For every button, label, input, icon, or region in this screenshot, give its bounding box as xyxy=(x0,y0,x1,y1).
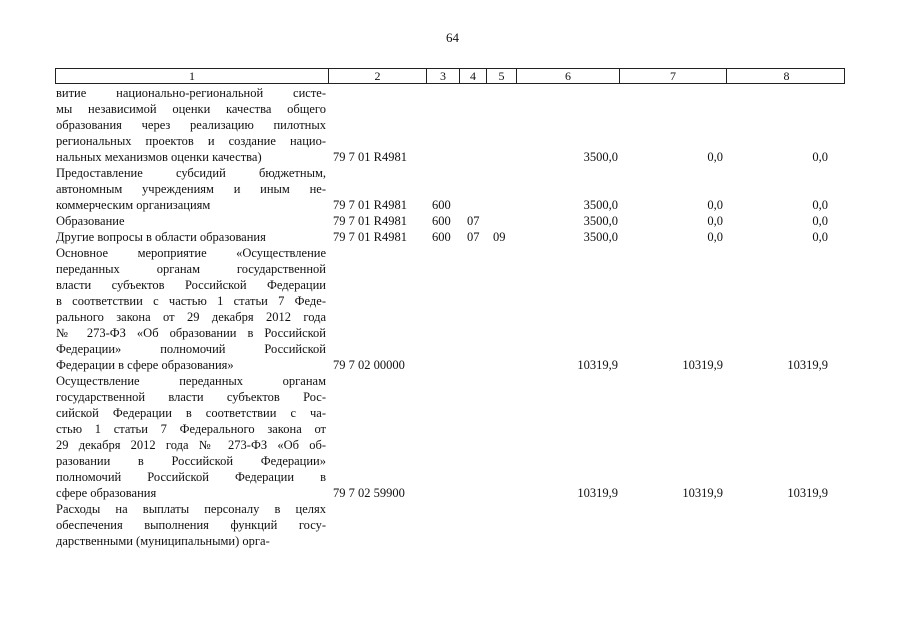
row-description-line: Предоставление субсидий бюджетным, xyxy=(56,166,326,180)
row-value-col6: 3500,0 xyxy=(583,230,618,244)
row-pr: 09 xyxy=(493,230,506,244)
row-value-col8: 0,0 xyxy=(812,198,828,212)
row-description-line: разовании в Российской Федерации» xyxy=(56,454,326,468)
row-rz: 07 xyxy=(467,214,480,228)
row-vr: 600 xyxy=(432,230,451,244)
row-description-line: власти субъектов Российской Федерации xyxy=(56,278,326,292)
header-col-3: 3 xyxy=(427,69,460,83)
row-description-line: государственной власти субъектов Рос- xyxy=(56,390,326,404)
row-value-col8: 0,0 xyxy=(812,214,828,228)
row-description-line: полномочий Российской Федерации в xyxy=(56,470,326,484)
row-value-col8: 0,0 xyxy=(812,230,828,244)
row-value-col7: 0,0 xyxy=(707,214,723,228)
row-description-line: образования через реализацию пилотных xyxy=(56,118,326,132)
header-col-6: 6 xyxy=(517,69,620,83)
row-value-col8: 0,0 xyxy=(812,150,828,164)
row-description-line: 29 декабря 2012 года № 273-ФЗ «Об об- xyxy=(56,438,326,452)
page-number: 64 xyxy=(446,30,459,45)
row-description-line: мы независимой оценки качества общего xyxy=(56,102,326,116)
row-description-line: обеспечения выполнения функций госу- xyxy=(56,518,326,532)
row-code: 79 7 01 R4981 xyxy=(333,150,407,164)
row-description-line: региональных проектов и создание нацио- xyxy=(56,134,326,148)
row-description-line: сийской Федерации в соответствии с ча- xyxy=(56,406,326,420)
row-code: 79 7 01 R4981 xyxy=(333,230,407,244)
row-description-line: дарственными (муниципальными) орга- xyxy=(56,534,270,548)
row-rz: 07 xyxy=(467,230,480,244)
row-value-col6: 3500,0 xyxy=(583,150,618,164)
header-col-8: 8 xyxy=(783,69,790,83)
row-code: 79 7 01 R4981 xyxy=(333,198,407,212)
table-header xyxy=(55,68,845,84)
header-col-1: 1 xyxy=(56,69,329,83)
row-value-col6: 10319,9 xyxy=(577,486,618,500)
row-description-line: рального закона от 29 декабря 2012 года xyxy=(56,310,326,324)
row-code: 79 7 02 00000 xyxy=(333,358,405,372)
header-col-5: 5 xyxy=(487,69,517,83)
header-col-2: 2 xyxy=(329,69,427,83)
row-code: 79 7 02 59900 xyxy=(333,486,405,500)
row-value-col7: 0,0 xyxy=(707,150,723,164)
row-description-line: витие национально-региональной систе- xyxy=(56,86,326,100)
row-description-line: Основное мероприятие «Осуществление xyxy=(56,246,326,260)
row-value-col6: 3500,0 xyxy=(583,214,618,228)
row-value-col8: 10319,9 xyxy=(787,358,828,372)
row-description-line: Осуществление переданных органам xyxy=(56,374,326,388)
row-value-col7: 0,0 xyxy=(707,230,723,244)
row-description-line: переданных органам государственной xyxy=(56,262,326,276)
row-code: 79 7 01 R4981 xyxy=(333,214,407,228)
row-value-col7: 0,0 xyxy=(707,198,723,212)
row-value-col8: 10319,9 xyxy=(787,486,828,500)
row-vr: 600 xyxy=(432,198,451,212)
row-description-line: № 273-ФЗ «Об образовании в Российской xyxy=(56,326,326,340)
row-vr: 600 xyxy=(432,214,451,228)
row-value-col7: 10319,9 xyxy=(682,358,723,372)
row-value-col6: 3500,0 xyxy=(583,198,618,212)
row-description-line: Федерации» полномочий Российской xyxy=(56,342,326,356)
row-description-line: автономным учреждениям и иным не- xyxy=(56,182,326,196)
row-description-line: в соответствии с частью 1 статьи 7 Феде- xyxy=(56,294,326,308)
header-col-4: 4 xyxy=(460,69,487,83)
row-description-line: Расходы на выплаты персоналу в целях xyxy=(56,502,326,516)
row-value-col6: 10319,9 xyxy=(577,358,618,372)
row-value-col7: 10319,9 xyxy=(682,486,723,500)
row-description-line: Образование xyxy=(56,214,125,228)
header-col-7: 7 xyxy=(620,69,727,83)
row-description-line: нальных механизмов оценки качества) xyxy=(56,150,262,164)
row-description-line: Федерации в сфере образования» xyxy=(56,358,234,372)
row-description-line: стью 1 статьи 7 Федерального закона от xyxy=(56,422,326,436)
row-description-line: коммерческим организациям xyxy=(56,198,211,212)
row-description-line: Другие вопросы в области образования xyxy=(56,230,266,244)
row-description-line: сфере образования xyxy=(56,486,157,500)
